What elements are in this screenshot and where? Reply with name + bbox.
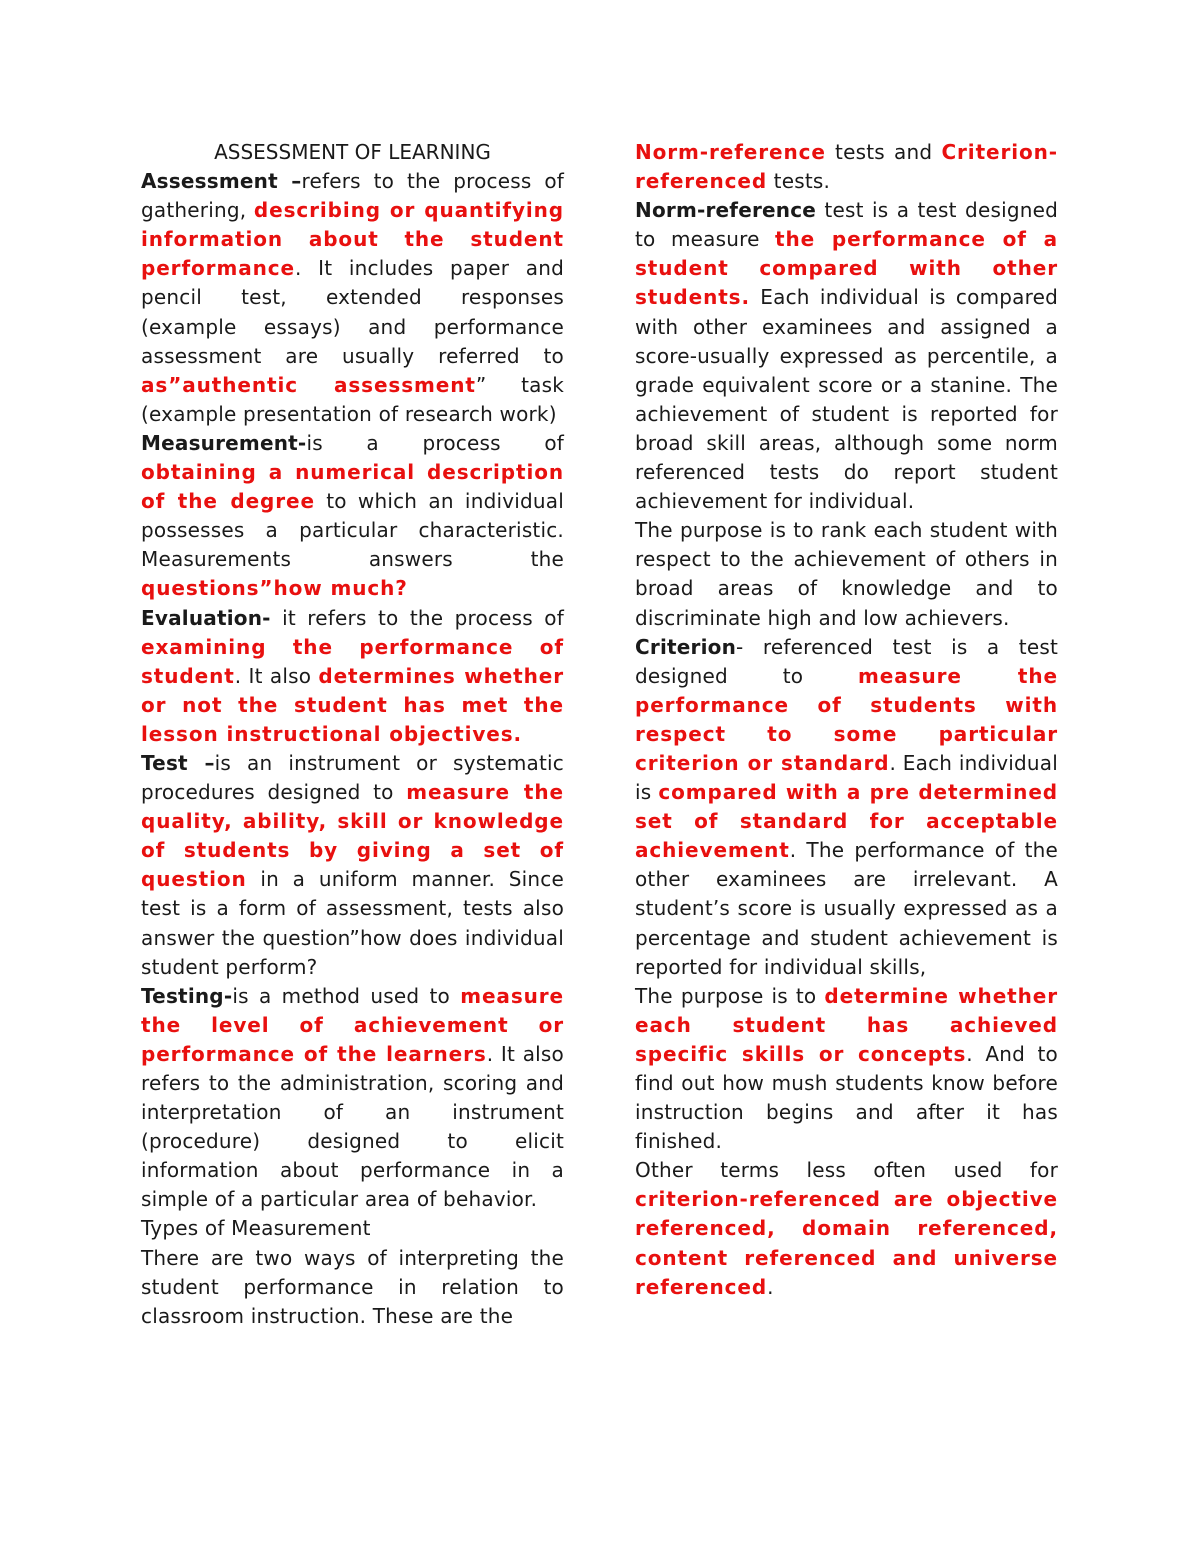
highlighted-text: determines whether or not the student has met the lesson instructional objectives. [141,663,564,746]
body-text: . It includes paper and pencil test, extended responses (example essays) and performance assessment are usually referred to [141,256,564,368]
body-text: . [767,1274,774,1299]
body-text: The purpose is to [635,983,825,1008]
section-heading-types-of-measurement [141,1214,564,1243]
body-text: The purpose is to rank each student with respect to the achievement of others in broad areas of knowledge and to discriminate high and low achievers. [635,518,1058,630]
body-text: refers to the process of gathering, [141,169,564,223]
paragraph-assessment [141,167,564,429]
term-label: Criterion [635,634,737,659]
paragraph-test-types [635,138,1058,196]
body-text: Types of Measurement [141,1216,371,1241]
paragraph-interpreting [141,1244,564,1331]
body-text: tests. [767,169,831,194]
term-label: Norm-reference [635,198,817,223]
body-text: ” task (example presentation of research work) [141,372,564,426]
highlighted-text: measure the quality, ability, skill or knowledge of students by giving a set of question [141,780,564,892]
body-text: There are two ways of interpreting the student performance in relation to classroom instruction. These are the [141,1245,564,1328]
paragraph-norm-reference [635,196,1058,516]
body-text: - referenced test is a test designed to [635,634,1058,688]
body-text: . Each individual is [635,750,1058,805]
highlighted-text: the performance of a student compared with other students. [635,227,1058,310]
body-text: . It also [234,663,319,688]
paragraph-criterion-purpose [635,982,1058,1157]
highlighted-text: examining the performance of student [141,634,564,688]
right-column [635,138,1058,1302]
highlighted-text: measure the performance of students with respect to some particular criterion or standard [635,663,1058,775]
body-text: . The performance of the other examinees are irrelevant. A student’s score is usually expressed as a percentage and student achievement is reported for individual skills, [635,838,1058,979]
highlighted-text: compared with a pre determined set of standard for acceptable achievement [635,780,1058,863]
highlighted-text: criterion-referenced are objective referenced, domain referenced, content referenced and universe referenced [635,1187,1058,1299]
highlighted-text: as”authentic assessment [141,372,476,397]
paragraph-testing [141,982,564,1215]
highlighted-text: measure the level of achievement or performance of the learners [141,983,564,1066]
paragraph-norm-purpose [635,516,1058,632]
body-text: Other terms less often used for [635,1158,1058,1183]
body-text: Each individual is compared with other examinees and assigned a score-usually expressed as percentile, a grade equivalent score or a stanine. The achievement of student is reported for broad skill areas, although some norm referenced tests do report student achievement for individual. [635,285,1058,514]
paragraph-test [141,749,564,982]
term-label: Evaluation- [141,605,271,630]
highlighted-text: Criterion-referenced [635,140,1058,194]
body-text: . It also refers to the administration, scoring and interpretation of an instrument (procedure) designed to elicit information about performance in a simple of a particular area of behavior. [141,1041,564,1212]
paragraph-criterion-reference [635,633,1058,982]
term-label: Measurement- [141,430,307,455]
body-text: is a method used to [232,983,461,1008]
highlighted-text: obtaining a numerical description of the degree [141,460,564,514]
term-label: Testing- [141,983,233,1008]
paragraph-other-terms [635,1156,1058,1301]
highlighted-text: determine whether each student has achieved specific skills or concepts [635,983,1058,1066]
paragraph-evaluation [141,604,564,749]
body-text: . And to find out how mush students know before instruction begins and after it has finished. [635,1041,1058,1154]
term-label: Test – [141,750,215,775]
highlighted-text: Norm-reference [635,140,826,164]
left-column [141,138,564,1331]
document-title: ASSESSMENT OF LEARNING [214,140,491,164]
body-text: it refers to the process of [270,605,564,630]
body-text: tests and [825,140,942,164]
highlighted-text: questions”how much? [141,576,408,601]
body-text: in a uniform manner. Since test is a form of assessment, tests also answer the question”how does individual student perform? [141,867,564,979]
paragraph-measurement [141,429,564,604]
body-text: is a process of [306,430,564,455]
body-text: is an instrument or systematic procedures designed to [141,750,564,805]
body-text: to which an individual possesses a particular characteristic. Measurements answers the [141,489,564,572]
highlighted-text: describing or quantifying information about the student performance [141,198,564,281]
body-text: test is a test designed to measure [635,198,1058,252]
term-label: Assessment – [141,169,302,194]
